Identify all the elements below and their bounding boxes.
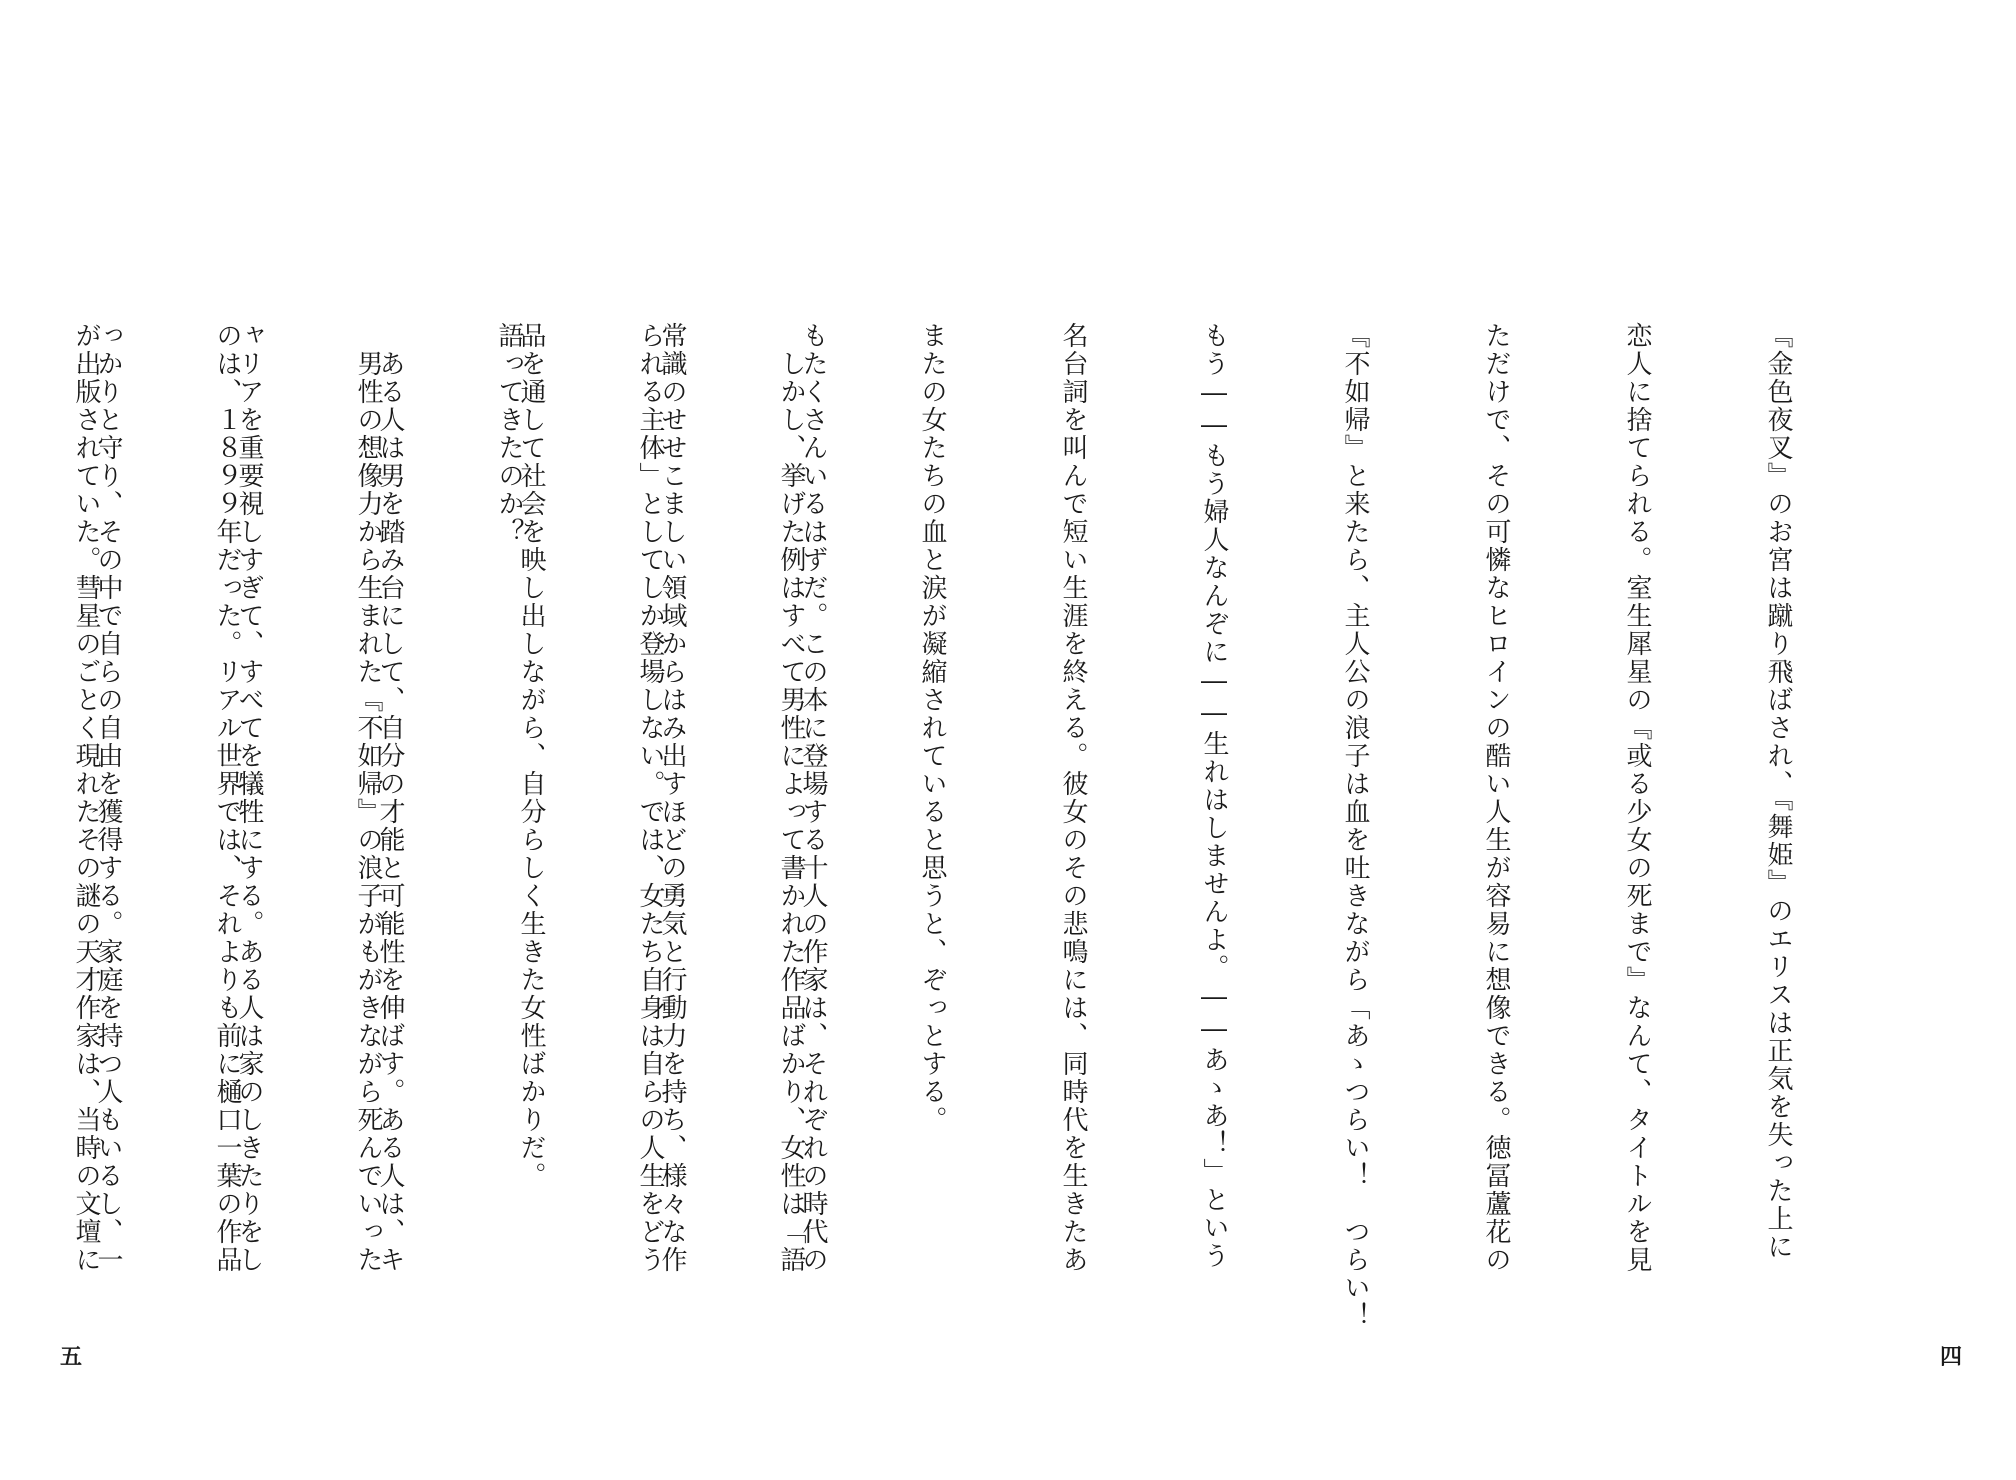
text-line: 名台詞を叫んで短い生涯を終える。彼女のその悲鳴には、同時代を生きたあ xyxy=(1058,322,1088,1274)
text-line: られる主体」としてしか登場しない。では、女たち自身は自らの人生をどう xyxy=(635,322,665,1274)
text-line: 男性の想像力から生まれた『不如帰』の浪子がもがきながら死んでいった xyxy=(353,322,383,1274)
text-line: のは、１８９９年だった。リアル世界では、それよりも前に樋口一葉の作品 xyxy=(212,322,242,1274)
text-line: またの女たちの血と涙が凝縮されていると思うと、ぞっとする。 xyxy=(917,322,947,1134)
text-line: しかし、挙げた例はすべて男性によって書かれた作品ばかり、女性は「語 xyxy=(776,322,806,1274)
text-line: 恋人に捨てられる。室生犀星の『或る少女の死まで』なんて、タイトルを見 xyxy=(1622,322,1652,1274)
page-number-left: 五 xyxy=(60,1344,83,1370)
text-line: 語ってきたのか？ xyxy=(494,322,524,546)
text-line: もう――もう婦人なんぞに――生れはしませんよ。――あゝあ！」という xyxy=(1199,322,1229,1270)
text-line: が出版されていた。彗星のごとく現れたその謎の天才作家は、当時の文壇に xyxy=(71,322,101,1274)
text-line: もたくさんいるはずだ。この本に登場する十人の作家は、それぞれの時代の xyxy=(798,322,828,1274)
text-line: ただけで、その可憐なヒロインの酷い人生が容易に想像できる。徳冨蘆花の xyxy=(1481,322,1511,1274)
page-number-right: 四 xyxy=(1940,1344,1963,1370)
text-line: 『不如帰』と来たら、主人公の浪子は血を吐きながら「あゝつらい！ つらい！ xyxy=(1340,322,1370,1330)
text-line: 常識のせせこましい領域からはみ出すほどの勇気と行動力を持ち、様々な作 xyxy=(657,322,687,1274)
text-line: 品を通して社会を映し出しながら、自分らしく生きた女性ばかりだ。 xyxy=(516,322,546,1190)
text-line: ャリアを重要視しすぎて、すべてを犠牲にする。ある人は家のしきたりをし xyxy=(234,322,264,1274)
text-line: 『金色夜叉』のお宮は蹴り飛ばされ、『舞姫』のエリスは正気を失った上に xyxy=(1763,322,1793,1261)
text-line: ある人は男を踏み台にして、自分の才能と可能性を伸ばす。ある人は、キ xyxy=(375,322,405,1274)
text-line: っかりと守り、その中で自らの自由を獲得する。家庭を持つ人もいるし、一 xyxy=(93,322,123,1274)
